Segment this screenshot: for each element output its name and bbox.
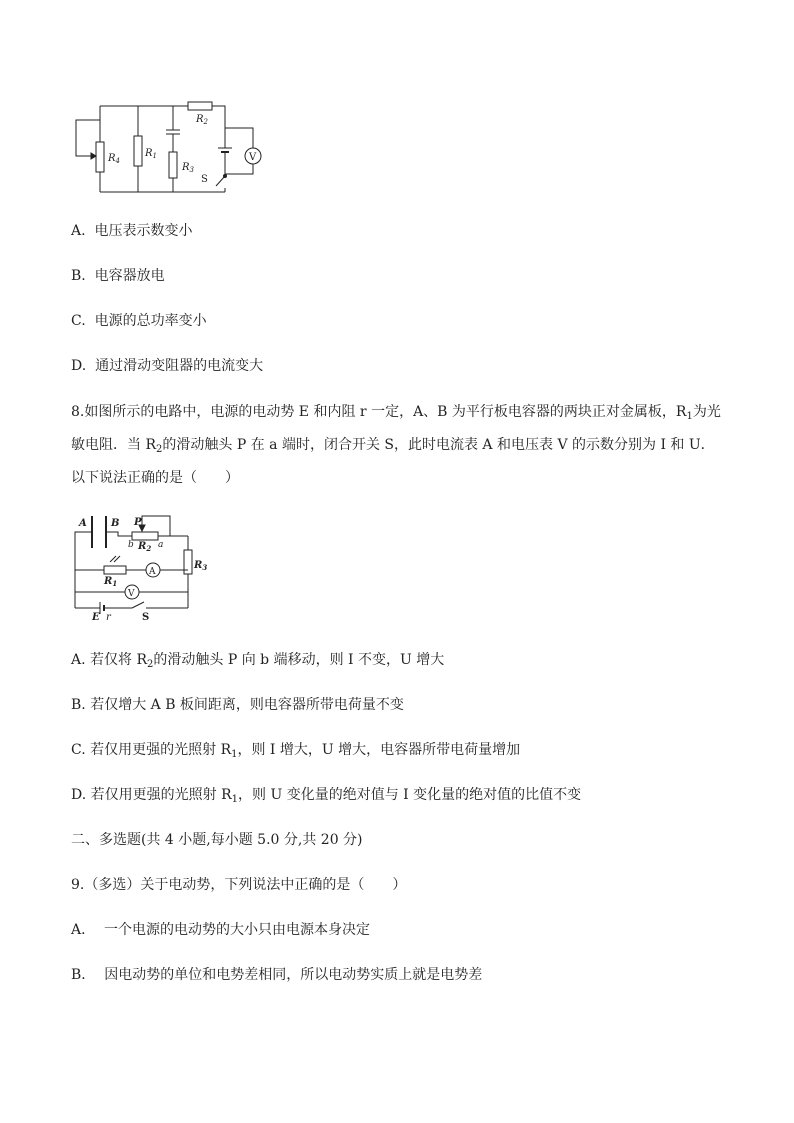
q7-option-a: A. 电压表示数变小 [71,223,193,239]
label-plate-a: A [79,518,87,529]
q8-option-c: C. 若仅用更强的光照射 $R_1$，则 I 增大，U 增大，电容器所带电荷量增加 [71,742,521,760]
q9-option-b: B． 因电动势的单位和电势差相同，所以电动势实质上就是电势差 [71,967,483,983]
label-voltmeter: V [249,152,257,163]
wire-slider [142,516,170,536]
q7-option-c: C. 电源的总功率变小 [71,313,207,329]
label-ammeter: A [149,567,156,577]
label-switch: S [142,612,150,622]
label-r1: $R_1$ [104,576,118,588]
q7-option-b: B. 电容器放电 [71,268,165,284]
label-b-end: b [128,540,134,550]
switch-blade [132,602,144,608]
q8-option-d: D. 若仅用更强的光照射 $R_1$，则 U 变化量的绝对值与 I 变化量的绝对值的比值不变 [71,787,582,805]
wire-voltmeter-bottom [225,164,253,174]
label-a-end: a [158,540,164,550]
wire-voltmeter-top [225,128,253,148]
resistor-r1 [134,136,142,166]
resistor-r2 [132,532,158,540]
label-r3: $R_3$ [194,560,208,572]
circuit-figure-2 [70,512,210,622]
label-p: P [134,517,142,528]
label-r1: $R_1$ [145,148,157,160]
section-heading: 二、多选题(共 4 小题,每小题 5.0 分,共 20 分) [71,832,363,848]
slider-arrow [91,153,96,159]
resistor-r1 [104,566,126,574]
label-r2: $R_2$ [196,114,208,126]
resistor-r3 [169,152,177,178]
label-plate-b: B [111,518,120,529]
label-r4: $R_4$ [108,153,120,165]
circuit-figure-1 [70,98,270,198]
q9-stem: 9.（多选）关于电动势，下列说法中正确的是（ ） [71,877,407,893]
label-r2: $R_2$ [138,541,152,553]
wire-plate-a-left [75,532,92,570]
q8-option-b: B. 若仅增大 A B 板间距离，则电容器所带电荷量不变 [71,697,404,713]
resistor-r2 [188,102,212,110]
label-voltmeter: V [128,589,135,599]
q9-option-a: A． 一个电源的电动势的大小只由电源本身决定 [71,922,371,938]
label-emf: E [92,612,100,622]
wire-plate-b-r2 [106,532,132,536]
q8-option-a: A. 若仅将 $R_2$的滑动触头 P 向 b 端移动，则 I 不变，U 增大 [71,652,445,670]
label-r-int: r [106,612,111,622]
q7-option-d: D. 通过滑动变阻器的电流变大 [71,358,264,374]
label-switch: S [201,174,208,185]
switch-blade [216,176,225,186]
q8-stem: 8.如图所示的电路中，电源的电动势 E 和内阻 r 一定，A、B 为平行板电容器的两块正对金属板，$R_1$为光敏电阻．当 $R_2$的滑动触头 P 在 a 端时，闭合开关 S，此时电流表 A 和电压表 V 的示数分别为 I 和 U．以下说法正确的是（ ） [71,404,721,486]
resistor-r4 [96,142,104,172]
label-r3: $R_3$ [182,162,194,174]
